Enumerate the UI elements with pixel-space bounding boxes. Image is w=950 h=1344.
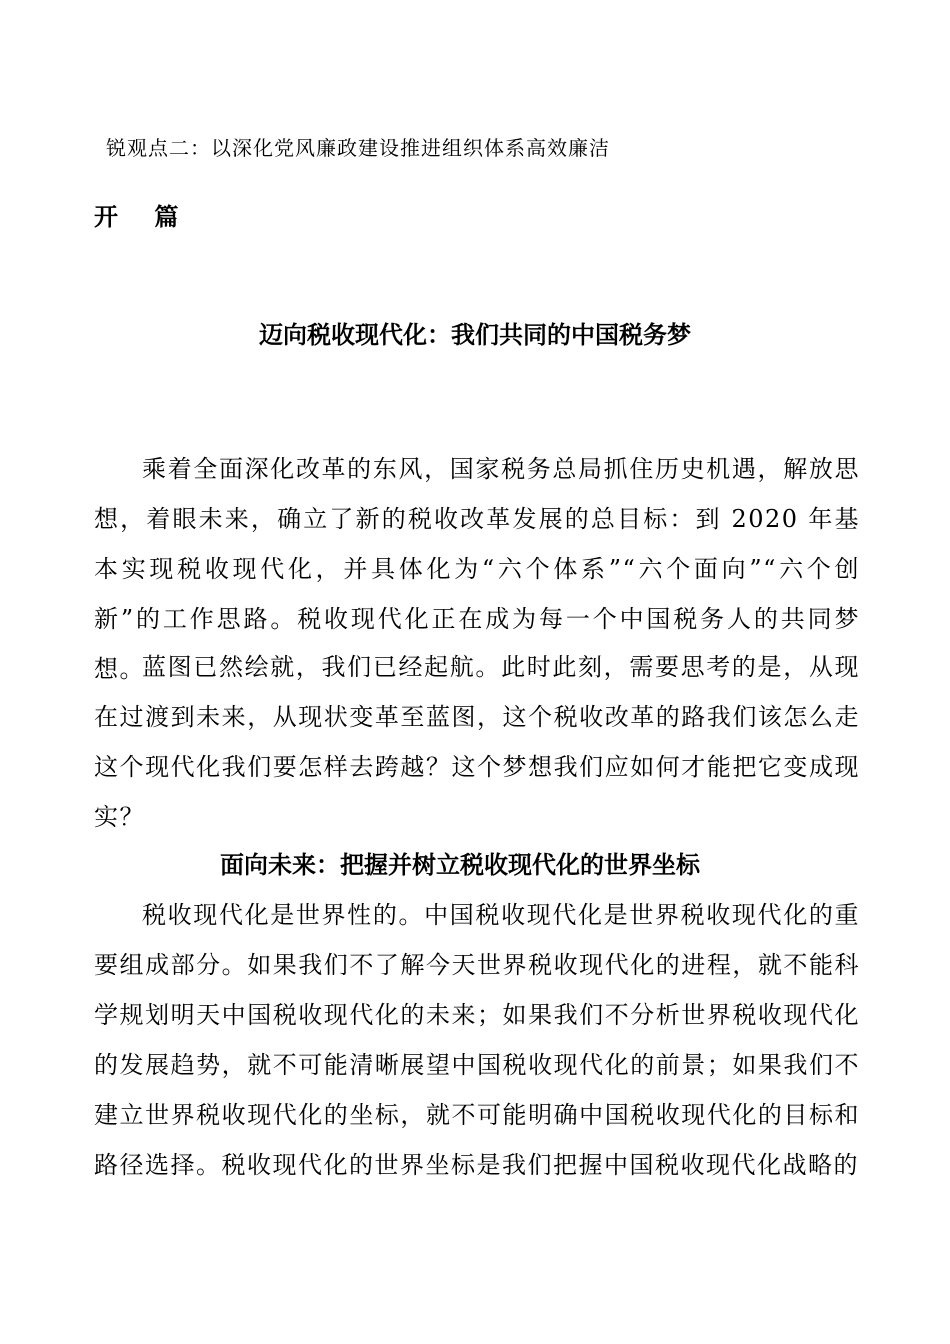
body-paragraph: 乘着全面深化改革的东风，国家税务总局抓住历史机遇，解放思想，着眼未来，确立了新的税收改革发展的总目标：到 2020 年基本实现税收现代化，并具体化为“六个体系”“六个面向”“六个创新”的工作思路。税收现代化正在成为每一个中国税务人的共同梦想。 bbox=[94, 455, 860, 683]
section-subtitle: 面向未来：把握并树立税收现代化的世界坐标 bbox=[220, 851, 700, 879]
header-text: 锐观点二：以深化党风廉政建设推进组织体系高效廉洁 bbox=[106, 136, 610, 160]
section-label: 开 篇 bbox=[94, 203, 193, 231]
article-title: 迈向税收现代化：我们共同的中国税务梦 bbox=[259, 321, 691, 349]
body-paragraph: 税收现代化是世界性的。中国税收现代化是世界税收现代化的重要组成部分。如果我们不了解今天世界税收现代化的进程，就不能科学规划明天中国税收现代化的未来；如果我们不分析世界税收现代化的发展趋势，就不可能清晰展望中国税收现代化的前景；如果我们不建立世界税收现代化的坐标，就不可能明确中国税收现代化的目标和路径选择。税收现代化的世界坐标是我们把握中国税收现代化战略的 bbox=[94, 901, 860, 1179]
body-paragraph: 蓝图已然绘就，我们已经起航。此时此刻，需要思考的是，从现在过渡到未来，从现状变革至蓝图，这个税收改革的路我们该怎么走这个现代化我们要怎样去跨越？这个梦想我们应如何才能把它变成现实？ bbox=[94, 653, 860, 831]
